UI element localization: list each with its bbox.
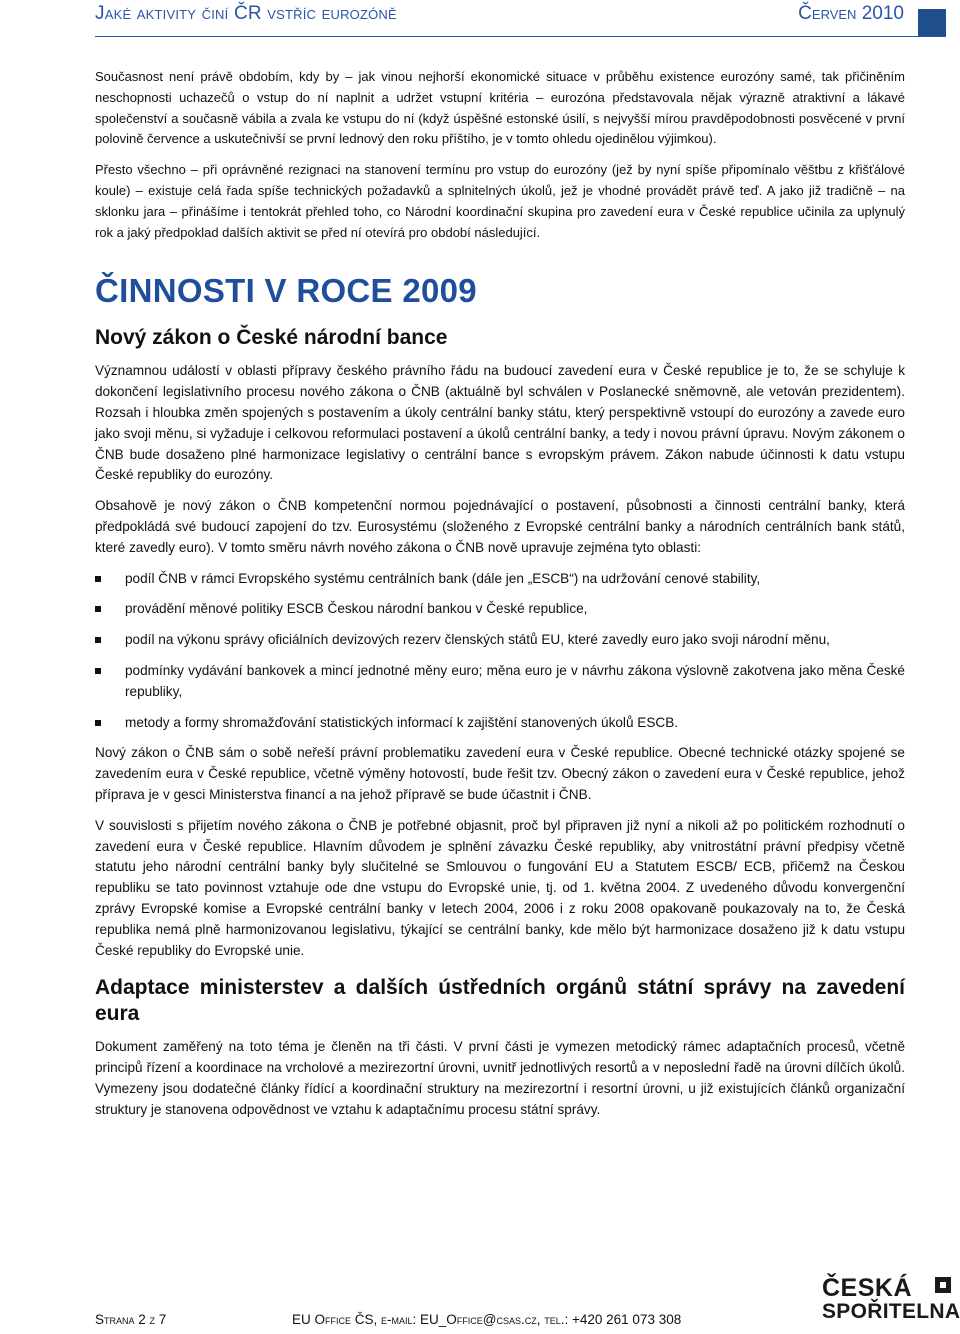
header-title: Jaké aktivity činí ČR vstříc eurozóně (95, 3, 397, 24)
list-item (95, 599, 905, 620)
main-content (95, 67, 905, 1130)
header-rule (95, 36, 946, 37)
list-item-text: provádění měnové politiky ESCB Českou národní bankou v České republice, (125, 601, 588, 617)
cnb-bullet-list (95, 569, 905, 734)
square-bullet-icon (95, 668, 101, 674)
footer-page-number: Strana 2 z 7 (95, 1312, 167, 1327)
footer-contact: EU Office ČS, e-mail: EU_Office@csas.cz, tel.: +420 261 073 308 (292, 1312, 682, 1327)
header-date: Červen 2010 (798, 3, 904, 24)
subsection-title-adaptation: Adaptace ministerstev a dalších ústředních orgánů státní správy na zavedení eura (95, 976, 905, 1026)
list-item (95, 661, 905, 703)
list-item (95, 630, 905, 651)
cnb-paragraph-4: V souvislosti s přijetím nového zákona o ČNB je potřebné objasnit, proč byl připraven již nyní a nikoli až po politickém rozhodnutí o zavedení eura v České republice. Hlavním důvodem je splnění závazku České republiky, aby vnitrostátní právní předpisy včetně statutu jeho národní centrální banky byly slučitelné se Smlouvou o fungování EU a Statutem ESCB/ ECB, přičemž na Českou republiku se tato povinnost vztahuje ode dne vstupu do Evropské unie, tj. od 1. května 2004. Z uvedeného důvodu konvergenční zprávy Evropské komise a Evropské centrální banky v letech 2004, 2006 i z roku 2008 opakovaně poukazovaly na to, že Česká republika nemá plně harmonizovanou legislativu, týkající se centrální banky, kde mělo být harmonizace dosaženo již k datu vstupu České republiky do Evropské unie. (95, 817, 905, 958)
intro-paragraph-2: Přesto všechno – při oprávněné rezignaci na stanovení termínu pro vstup do eurozóny (jež by nyní spíše připomínalo věštbu z křišťálové koule) – existuje celá řada spíše technických požadavků a splnitelných úkolů, jež je vhodné provádět právě teď. A jako již tradičně – na sklonku jara – přinášíme i tentokrát přehled toho, co Národní koordinační skupina pro zavedení eura v České republice učinila za uplynulý rok a jaký předpoklad dalších aktivit se před ní otevírá pro období následující. (95, 162, 905, 240)
ceska-sporitelna-logo (822, 1276, 958, 1332)
square-bullet-icon (95, 576, 101, 582)
cnb-paragraph-1: Významnou událostí v oblasti přípravy českého právního řádu na budoucí zavedení eura v České republice je to, že se schyluje k dokončení legislativního procesu nového zákona o ČNB (aktuálně byl schválen v Poslanecké sněmovně, ale vetován prezidentem). Rozsah i hloubka změn spojených s postavením a úkoly centrální banky státu, který perspektivně vstoupí do eurozóny a zavede euro jako svoji měnu, si vyžaduje i celkovou reformulaci postavení a úkolů centrální banky, a tedy i novou právní úpravu. Novým zákonem o ČNB bude dosaženo plné harmonizace legislativy o centrální bance s evropským právem. Zákon nabude účinnosti k datu vstupu České republiky do eurozóny. (95, 363, 905, 483)
list-item (95, 569, 905, 590)
section-title: ČINNOSTI V ROCE 2009 (95, 272, 477, 310)
square-bullet-icon (95, 720, 101, 726)
cnb-paragraph-3: Nový zákon o ČNB sám o sobě neřeší právní problematiku zavedení eura v České republice. Obecné technické otázky spojené se zavedením eura v České republice, včetně výměny hotovostí, bude řešit tzv. Obecný zákon o zavedení eura v České republice, jehož příprava je v gesci Ministerstva financí a na jehož přípravě se bude účastnit i ČNB. (95, 745, 905, 802)
adaptation-paragraph-1: Dokument zaměřený na toto téma je členěn na tři části. V první části je vymezen metodický rámec adaptačních procesů, včetně principů řízení a koordinace na vrcholové a mezirezortní úrovni, uvnitř jednotlivých resortů a v neposlední řadě na úrovni dílčích úkolů. Vymezeny jsou dodatečné články řídící a koordinační struktury na mezirezortní i resortní úrovni, u již existujících článků organizační struktury je stanovena odpovědnost ve vztahu k adaptačnímu procesu státní správy. (95, 1039, 905, 1117)
square-bullet-icon (95, 637, 101, 643)
logo-mark-icon (932, 1274, 954, 1296)
header-color-block (918, 9, 946, 37)
logo-line-2: SPOŘITELNA (822, 1300, 960, 1323)
list-item (95, 713, 905, 734)
list-item-text: podíl na výkonu správy oficiálních devizových rezerv členských států EU, které zavedly euro jako svoji národní měnu, (125, 632, 830, 648)
list-item-text: podíl ČNB v rámci Evropského systému centrálních bank (dále jen „ESCB“) na udržování cenové stability, (125, 570, 761, 586)
intro-paragraph-1: Současnost není právě obdobím, kdy by – jak vinou nejhorší ekonomické situace v průběhu existence eurozóny samé, tak přičiněním neschopnosti uchazečů o vstup do ní naplnit a udržet vstupní kritéria – eurozóna představovala nějak výrazně atraktivní a lákavé společenství a současně vábila a zvala ke vstupu do ní (když úspěšné estonské úsilí, s nejvyšší mírou pravděpodobnosti posvěcené v první polovině července a uskutečnivší se první lednový den roku příštího, je v tomto ohledu ojedinělou výjimkou). (95, 69, 905, 147)
square-bullet-icon (95, 606, 101, 612)
subsection-title-cnb: Nový zákon o České národní bance (95, 326, 448, 350)
list-item-text: podmínky vydávání bankovek a mincí jednotné měny euro; měna euro je v návrhu zákona výslovně zakotvena jako měna České republiky, (125, 662, 905, 699)
logo-line-1: ČESKÁ (822, 1274, 913, 1302)
page-header (95, 0, 960, 34)
cnb-paragraph-2: Obsahově je nový zákon o ČNB kompetenční normou pojednávající o postavení, působnosti a činnosti centrální banky, která předpokládá své budoucí zapojení do tzv. Eurosystému (složeného z Evropské centrální banky a národních centrálních bank států, které zavedly euro). V tomto směru návrh nového zákona o ČNB nově upravuje zejména tyto oblasti: (95, 498, 905, 555)
list-item-text: metody a formy shromažďování statistických informací k zajištění stanovených úkolů ESCB. (125, 714, 679, 730)
